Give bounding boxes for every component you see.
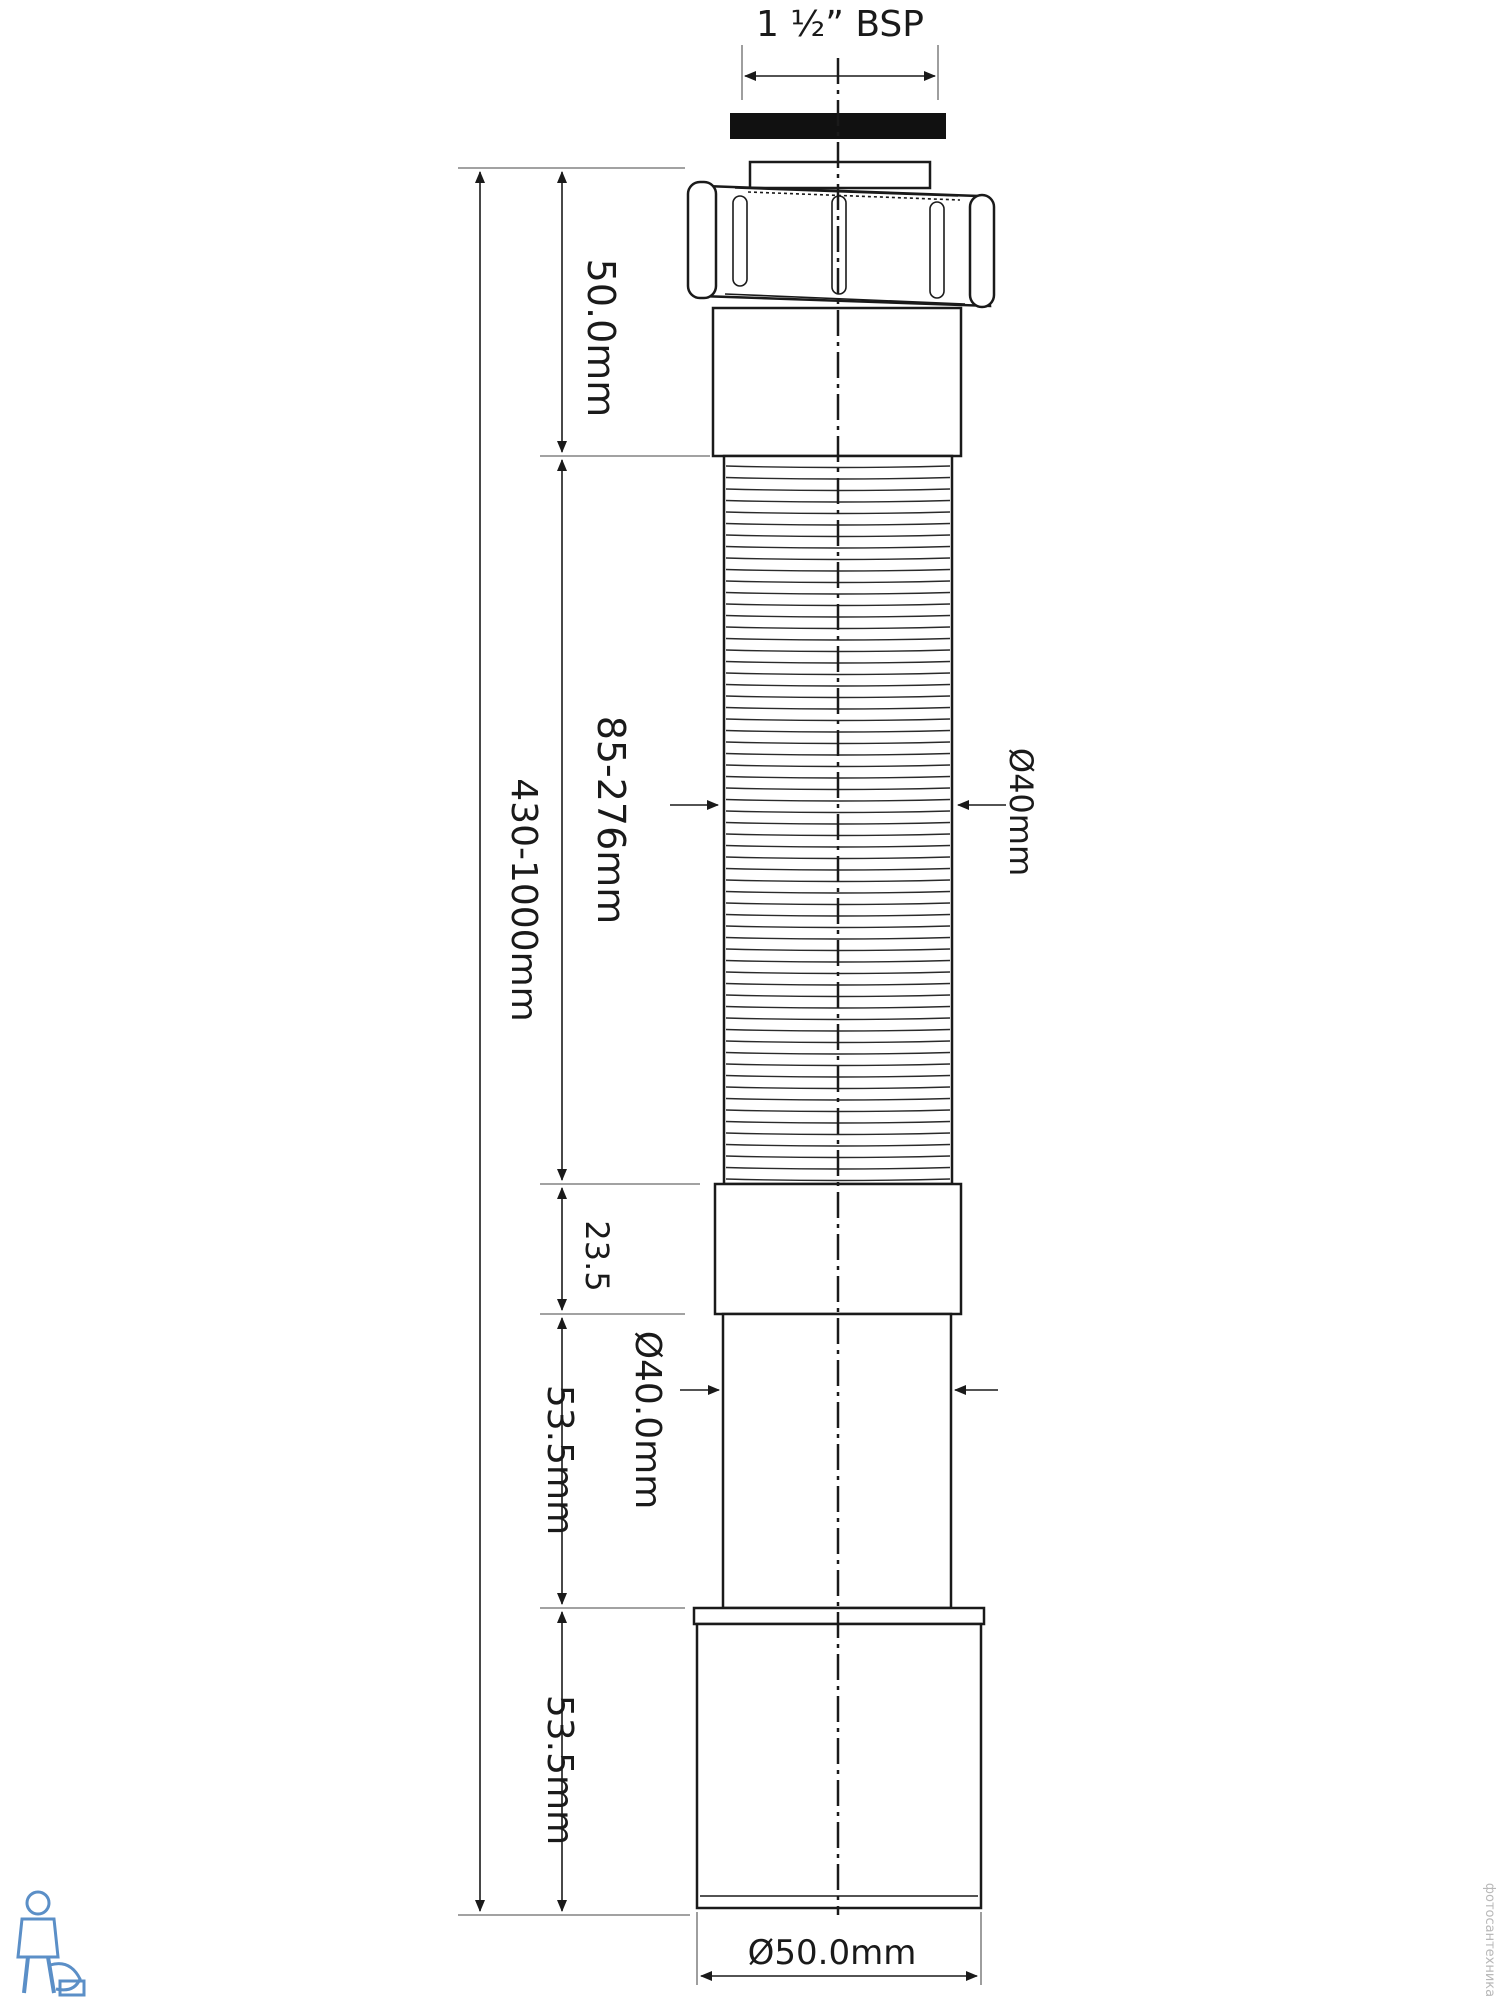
spigot-diameter-label: Ø40.0mm xyxy=(627,1330,668,1510)
flex-section-length-label: 85-276mm xyxy=(589,715,633,925)
total-length-label: 430-1000mm xyxy=(503,778,544,1022)
nut-section-length-label: 50.0mm xyxy=(579,258,623,418)
flex-diameter-label: Ø40mm xyxy=(1002,747,1040,877)
outlet-diameter-dimension xyxy=(701,1933,977,1976)
spigot-length-label: 53.5mm xyxy=(539,1384,580,1536)
segment-dimensions xyxy=(539,172,633,1911)
collar-length-label: 23.5 xyxy=(578,1220,616,1292)
bsp-thread-label: 1 ½” BSP xyxy=(756,4,924,45)
plumber-logo xyxy=(18,1892,84,1995)
vertical-watermark: фотосантехника xyxy=(1482,1882,1497,1998)
total-length-dimension xyxy=(480,172,544,1911)
bsp-dimension xyxy=(742,4,938,100)
nut xyxy=(688,162,994,307)
outlet-diameter-label: Ø50.0mm xyxy=(747,1933,917,1973)
outlet-length-label: 53.5mm xyxy=(539,1694,580,1846)
